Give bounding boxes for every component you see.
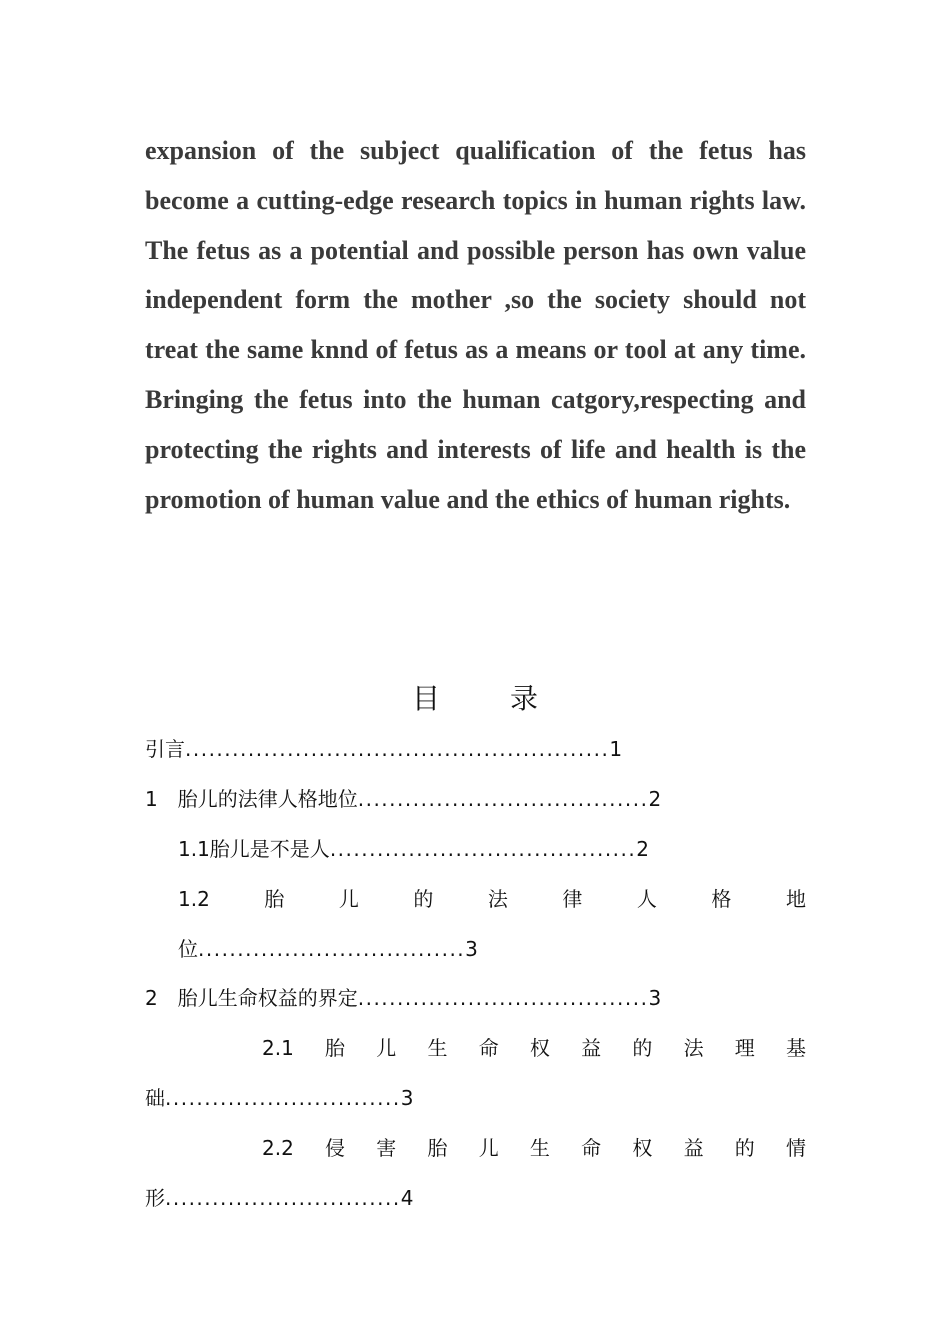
toc-entry-label-part: 2.2 [262, 1136, 294, 1160]
toc-leader-dots: ..................................... [357, 787, 649, 811]
toc-leader-dots: .................................. [198, 937, 466, 961]
toc-entry-label-part: 理 [734, 1036, 755, 1060]
toc-page-number: 1 [609, 737, 623, 761]
toc-entry-label-part: 胎 [264, 887, 285, 911]
toc-leader-dots: ...................................................... [185, 737, 610, 761]
toc-entry-label-part: 权 [632, 1136, 653, 1160]
toc-leader-dots: .............................. [165, 1086, 401, 1110]
toc-entry-label: 础 [145, 1086, 165, 1110]
toc-entry-label-part: 1.2 [178, 887, 210, 911]
abstract-paragraph: expansion of the subject qualification of the fetus has become a cutting-edge research topics in human rights law. The fetus as a potential and possible person has own value independent form the mother ,so the society should not treat the same knnd of fetus as a means or tool at any time. Bringing the fetus into the human catgory,respecting and protecting the rights and interests of life and health is the promotion of human value and the ethics of human rights. [145, 136, 806, 514]
toc-entry-label-part: 法 [683, 1036, 704, 1060]
toc-entry-label-part: 情 [786, 1136, 806, 1160]
toc-entry-label-part: 益 [683, 1136, 704, 1160]
toc-leader-dots: ....................................... [329, 837, 637, 861]
toc-entry-label-part: 胎 [325, 1036, 346, 1060]
toc-entry-label: 引言 [145, 737, 185, 761]
toc-page-number: 3 [400, 1086, 414, 1110]
toc-entry-label-part: 生 [529, 1136, 550, 1160]
toc-entry-label-part: 法 [487, 887, 508, 911]
toc-entry-label-part: 命 [581, 1136, 602, 1160]
toc-entry-section-2[interactable] [145, 983, 661, 1013]
toc-entry-label-part: 侵 [325, 1136, 346, 1160]
toc-entry-label-part: 益 [581, 1036, 602, 1060]
toc-entry-label: 形 [145, 1186, 165, 1210]
toc-page-number: 3 [648, 986, 662, 1010]
toc-entry-label-part: 胎 [427, 1136, 448, 1160]
toc-entry-label-part: 害 [376, 1136, 397, 1160]
toc-entry-section-1-2[interactable] [178, 884, 806, 914]
toc-entry-label: 2 胎儿生命权益的界定 [145, 986, 358, 1010]
toc-page-number: 2 [636, 837, 649, 861]
toc-entry-label-part: 儿 [338, 887, 359, 911]
toc-entry-label-part: 的 [632, 1036, 653, 1060]
toc-entry-label-part: 地 [785, 887, 806, 911]
toc-leader-dots: ..................................... [357, 986, 649, 1010]
toc-page-number: 2 [648, 787, 662, 811]
toc-page-number: 4 [400, 1186, 414, 1210]
toc-entry-label-part: 基 [786, 1036, 806, 1060]
toc-page-number: 3 [465, 937, 478, 961]
toc-entry-label-part: 2.1 [262, 1036, 294, 1060]
toc-entry-label-part: 权 [529, 1036, 550, 1060]
toc-entry-label: 1.1胎儿是不是人 [178, 837, 330, 861]
toc-entry-section-2-1[interactable] [262, 1033, 806, 1063]
toc-entry-section-2-1-continued[interactable] [145, 1083, 413, 1113]
toc-entry-label-part: 生 [427, 1036, 448, 1060]
toc-title [0, 679, 950, 719]
toc-title-char: 目 [411, 682, 440, 715]
toc-entry-label-part: 命 [478, 1036, 499, 1060]
toc-entry-section-2-2-continued[interactable] [145, 1183, 413, 1213]
toc-entry-label-part: 儿 [376, 1036, 397, 1060]
toc-entry-section-2-2[interactable] [262, 1133, 806, 1163]
toc-entry-section-1-2-continued[interactable] [178, 934, 478, 964]
toc-entry-label-part: 的 [413, 887, 434, 911]
toc-entry-label-part: 的 [734, 1136, 755, 1160]
toc-entry-label: 1 胎儿的法律人格地位 [145, 787, 358, 811]
toc-entry-intro[interactable] [145, 734, 622, 764]
toc-entry-label-part: 儿 [478, 1136, 499, 1160]
toc-entry-section-1[interactable] [145, 784, 661, 814]
toc-title-char: 录 [510, 682, 539, 715]
toc-entry-label-part: 律 [562, 887, 583, 911]
toc-entry-label-part: 人 [636, 887, 657, 911]
toc-entry-label-part: 格 [711, 887, 732, 911]
toc-entry-section-1-1[interactable] [178, 834, 649, 864]
toc-leader-dots: .............................. [165, 1186, 401, 1210]
toc-entry-label: 位 [178, 937, 198, 961]
